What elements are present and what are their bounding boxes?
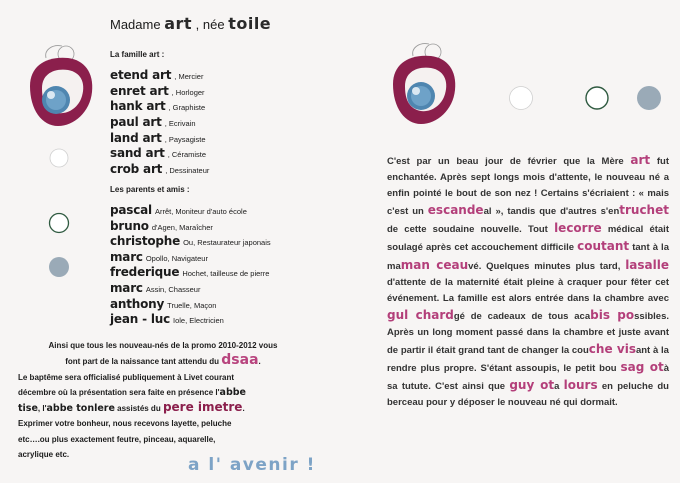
list-item: anthony Truelle, Maçon [110, 296, 217, 311]
page-title: Madame art , née toile [110, 14, 272, 33]
list-item: crob art , Dessinateur [110, 162, 210, 177]
list-item: marc Assin, Chasseur [110, 280, 201, 295]
circle-outline-green [48, 212, 70, 234]
list-item: frederique Hochet, tailleuse de pierre [110, 265, 270, 280]
right-page [340, 0, 680, 483]
birth-story: C'est par un beau jour de février que la Mère art fut enchantée. Après sept longs mois d'attente, le nouveau né a enfin pointé le bout de son nez ! Certains s'écriaient : « mais c'est un escandeal », tandis que d'autres s'entruchet de cette soudaine nouvelle. Tout lecorre médical était soulagé après cet accouchement difficile coutant tant à la maman ceauvé. Quelques minutes plus tard, lasalle d'attente de la maternité était pleine à craquer pour fêter cet événement. La famille est alors entrée dans la chambre avec gul chardgé de cadeaux de tous acabis possibles. Après un long moment passé dans la chambre et juste avant de partir il était grand tant de changer la couche visant à la rendre plus propre. S'étant assoupis, le petit bou sag otà sa tutute. C'est ainsi que guy ota lours en peluche du berceau pour y déposer le nouveau né qui dormait. [387, 153, 670, 409]
list-item: marc Opollo, Navigateur [110, 249, 208, 264]
circle-outline-white [508, 85, 534, 111]
title-name-toile: toile [228, 14, 272, 33]
friends-list [110, 202, 330, 327]
list-item: sand art , Céramiste [110, 146, 207, 161]
family-list [110, 67, 310, 177]
circle-outline-white [49, 148, 69, 168]
list-item: enret art , Horloger [110, 83, 205, 98]
list-item: bruno d'Agen, Maraîcher [110, 218, 213, 233]
highlight-dsaa: dsaa [221, 352, 259, 369]
family-header: La famille art : [110, 50, 165, 59]
list-item: pascal Arrêt, Moniteur d'auto école [110, 203, 247, 217]
circle-filled-grey [636, 85, 662, 111]
circle-outline-green [584, 85, 610, 111]
list-item: etend art , Mercier [110, 68, 204, 82]
list-item: hank art , Graphiste [110, 99, 206, 114]
list-item: christophe Ou, Restaurateur japonais [110, 234, 271, 249]
closing-wish: a l' avenir ! [188, 455, 316, 475]
announcement-text: Ainsi que tous les nouveau-nés de la promo 2010-2012 vous font part de la naissance tant attendu du dsaa. Le baptême sera officialisé publiquement à Livet courant décembre où la présentation sera faite en présence l'abbe tise, l'abbe tonlere assistés du pere imetre. Exprimer votre bonheur, nous recevons layette, peluche etc….ou plus exactement feutre, pinceau, aquarelle, acrylique etc. [18, 341, 278, 460]
friends-header: Les parents et amis : [110, 185, 190, 194]
list-item: land art , Paysagiste [110, 130, 206, 145]
list-item: paul art , Ecrivain [110, 115, 196, 130]
eye-illustration-left [22, 40, 102, 140]
circle-filled-grey [48, 256, 70, 278]
title-name-art: art [164, 14, 193, 33]
list-item: jean - luc Iole, Electricien [110, 312, 224, 327]
eye-illustration-right [380, 38, 470, 138]
